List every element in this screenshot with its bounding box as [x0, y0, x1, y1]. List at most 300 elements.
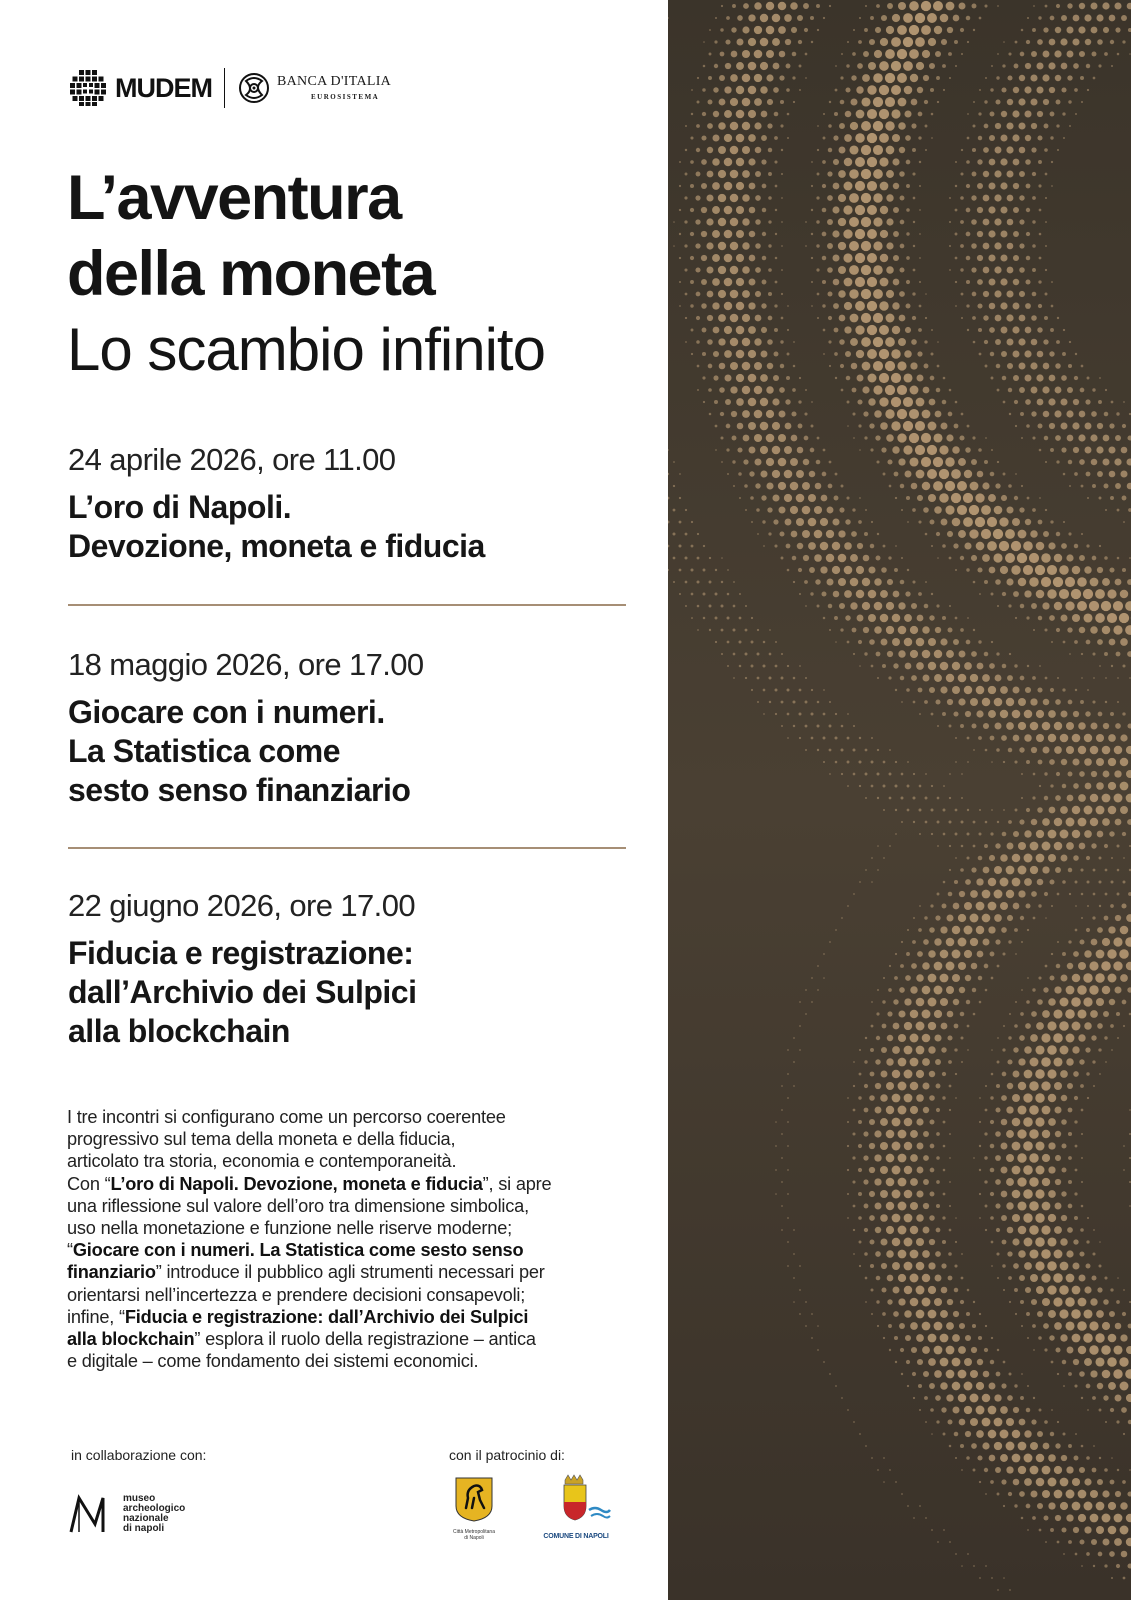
- halftone-dot: [1078, 26, 1085, 33]
- halftone-dot: [973, 341, 976, 344]
- halftone-dot: [987, 517, 997, 527]
- halftone-dot: [1098, 400, 1102, 404]
- halftone-dot: [1099, 497, 1102, 500]
- halftone-dot: [673, 461, 675, 463]
- halftone-dot: [930, 88, 934, 92]
- halftone-dot: [811, 41, 813, 43]
- halftone-dot: [1057, 941, 1059, 943]
- halftone-dot: [880, 206, 888, 214]
- halftone-dot: [961, 845, 964, 848]
- halftone-dot: [925, 1517, 927, 1519]
- halftone-dot: [730, 98, 738, 106]
- halftone-dot: [679, 473, 681, 475]
- halftone-dot: [966, 184, 970, 188]
- patronage-label: con il patrocinio di:: [449, 1447, 565, 1463]
- halftone-dot: [936, 1420, 939, 1423]
- halftone-dot: [742, 266, 750, 274]
- halftone-dot: [1095, 1357, 1104, 1366]
- halftone-dot: [1081, 1133, 1083, 1135]
- halftone-dot: [919, 1409, 921, 1411]
- halftone-dot: [910, 650, 918, 658]
- halftone-dot: [928, 1262, 935, 1269]
- halftone-dot: [919, 785, 922, 788]
- halftone-dot: [841, 749, 844, 752]
- halftone-dot: [946, 986, 954, 994]
- halftone-dot: [1013, 375, 1019, 381]
- halftone-dot: [958, 938, 967, 947]
- halftone-dot: [832, 542, 840, 550]
- halftone-dot: [886, 242, 893, 249]
- halftone-dot: [859, 1265, 861, 1267]
- halftone-dot: [870, 16, 874, 20]
- halftone-dot: [748, 86, 757, 95]
- halftone-dot: [727, 593, 730, 596]
- halftone-dot: [1049, 87, 1055, 93]
- halftone-dot: [1095, 589, 1105, 599]
- halftone-dot: [805, 749, 807, 751]
- halftone-dot: [883, 1337, 885, 1339]
- halftone-dot: [916, 638, 925, 647]
- halftone-dot: [1014, 1024, 1018, 1028]
- halftone-dot: [852, 1132, 855, 1135]
- halftone-dot: [1003, 1505, 1005, 1507]
- halftone-dot: [749, 255, 756, 262]
- halftone-dot: [888, 988, 892, 992]
- halftone-dot: [929, 399, 936, 406]
- halftone-dot: [778, 458, 787, 467]
- halftone-dot: [948, 412, 953, 417]
- halftone-dot: [835, 473, 838, 476]
- halftone-dot: [870, 1240, 875, 1245]
- halftone-dot: [949, 869, 951, 871]
- halftone-dot: [913, 197, 916, 200]
- halftone-dot: [979, 353, 982, 356]
- halftone-dot: [766, 74, 773, 81]
- halftone-dot: [850, 338, 858, 346]
- halftone-dot: [953, 711, 958, 716]
- halftone-dot: [1029, 1129, 1039, 1139]
- halftone-dot: [911, 123, 916, 128]
- halftone-dot: [928, 998, 937, 1007]
- halftone-dot: [1091, 771, 1097, 777]
- halftone-dot: [685, 149, 687, 151]
- halftone-dot: [1043, 411, 1050, 418]
- halftone-dot: [874, 1154, 881, 1161]
- halftone-dot: [870, 448, 873, 451]
- halftone-dot: [778, 506, 785, 513]
- halftone-dot: [1066, 842, 1074, 850]
- halftone-dot: [1081, 485, 1084, 488]
- halftone-dot: [1117, 869, 1120, 872]
- halftone-dot: [1110, 1408, 1114, 1412]
- halftone-dot: [892, 446, 899, 453]
- halftone-dot: [997, 5, 999, 7]
- halftone-dot: [1000, 182, 1007, 189]
- halftone-dot: [983, 219, 990, 226]
- halftone-dot: [936, 532, 940, 536]
- halftone-dot: [876, 460, 879, 463]
- halftone-dot: [817, 437, 820, 440]
- halftone-dot: [1048, 542, 1055, 549]
- halftone-dot: [1035, 1213, 1044, 1222]
- halftone-dot: [1075, 1169, 1078, 1172]
- halftone-dot: [961, 1037, 964, 1040]
- halftone-dot: [850, 578, 859, 587]
- halftone-dot: [1039, 257, 1042, 260]
- halftone-dot: [844, 590, 852, 598]
- halftone-dot: [1047, 1261, 1057, 1271]
- halftone-dot: [936, 388, 941, 393]
- halftone-dot: [1099, 665, 1101, 667]
- halftone-dot: [1049, 39, 1056, 46]
- halftone-dot: [991, 377, 994, 380]
- halftone-dot: [1035, 1189, 1044, 1198]
- halftone-dot: [760, 38, 769, 47]
- halftone-dot: [945, 481, 955, 491]
- halftone-dot: [781, 701, 784, 704]
- halftone-dot: [786, 64, 791, 69]
- halftone-dot: [1043, 987, 1048, 992]
- halftone-dot: [1015, 617, 1017, 619]
- halftone-dot: [748, 62, 757, 71]
- halftone-dot: [936, 76, 940, 80]
- halftone-dot: [978, 328, 982, 332]
- halftone-dot: [1093, 677, 1095, 679]
- halftone-dot: [988, 1406, 997, 1415]
- halftone-dot: [957, 505, 967, 515]
- halftone-dot: [894, 1336, 898, 1340]
- halftone-dot: [766, 410, 774, 418]
- halftone-dot: [1063, 137, 1065, 139]
- halftone-dot: [887, 651, 893, 657]
- halftone-dot: [867, 85, 876, 94]
- halftone-dot: [679, 281, 681, 283]
- halftone-dot: [853, 437, 855, 439]
- halftone-dot: [750, 496, 754, 500]
- halftone-dot: [679, 521, 682, 524]
- halftone-dot: [793, 1037, 795, 1039]
- description-text: progressivo sul tema della moneta e della fiducia,: [67, 1129, 456, 1150]
- halftone-dot: [1068, 1132, 1072, 1136]
- halftone-dot: [930, 520, 935, 525]
- halftone-dot: [949, 197, 951, 199]
- halftone-dot: [1021, 1517, 1024, 1520]
- halftone-dot: [853, 1421, 855, 1423]
- halftone-dot: [1111, 65, 1113, 67]
- halftone-dot: [889, 797, 892, 800]
- halftone-dot: [737, 447, 742, 452]
- halftone-dot: [874, 602, 883, 611]
- halftone-dot: [973, 845, 976, 848]
- halftone-dot: [1121, 15, 1127, 21]
- halftone-dot: [1113, 625, 1122, 634]
- halftone-dot: [942, 1240, 946, 1244]
- halftone-dot: [1001, 1119, 1008, 1126]
- halftone-dot: [893, 1023, 900, 1030]
- halftone-dot: [838, 218, 846, 226]
- halftone-dot: [934, 1370, 942, 1378]
- halftone-dot: [1079, 771, 1085, 777]
- halftone-dot: [893, 1311, 899, 1317]
- halftone-dot: [1054, 602, 1062, 610]
- halftone-dot: [1007, 1059, 1012, 1064]
- halftone-dot: [1032, 796, 1035, 799]
- halftone-dot: [897, 433, 906, 442]
- halftone-dot: [1120, 758, 1129, 767]
- halftone-dot: [1007, 1251, 1012, 1256]
- halftone-dot: [960, 1444, 964, 1448]
- halftone-dot: [1108, 806, 1117, 815]
- halftone-dot: [973, 29, 975, 31]
- halftone-dot: [772, 470, 780, 478]
- halftone-dot: [985, 1109, 988, 1112]
- halftone-dot: [1012, 686, 1019, 693]
- halftone-dot: [893, 279, 900, 286]
- halftone-dot: [1105, 509, 1107, 511]
- halftone-dot: [883, 785, 886, 788]
- halftone-dot: [1024, 590, 1031, 597]
- halftone-dot: [742, 218, 749, 225]
- halftone-dot: [906, 232, 909, 235]
- halftone-dot: [1060, 1238, 1068, 1246]
- halftone-dot: [1079, 555, 1085, 561]
- halftone-dot: [1026, 1000, 1030, 1004]
- halftone-dot: [1073, 15, 1080, 22]
- halftone-dot: [1032, 244, 1036, 248]
- halftone-dot: [1115, 1323, 1122, 1330]
- halftone-dot: [742, 194, 750, 202]
- halftone-dot: [1107, 613, 1117, 623]
- halftone-dot: [990, 1144, 995, 1149]
- halftone-dot: [749, 279, 756, 286]
- halftone-dot: [898, 1154, 907, 1163]
- halftone-dot: [857, 399, 862, 404]
- halftone-dot: [931, 713, 934, 716]
- halftone-dot: [774, 136, 778, 140]
- halftone-dot: [904, 1214, 913, 1223]
- halftone-dot: [928, 950, 936, 958]
- halftone-dot: [991, 1265, 993, 1267]
- halftone-dot: [904, 1046, 913, 1055]
- halftone-dot: [1007, 843, 1014, 850]
- halftone-dot: [1121, 903, 1126, 908]
- halftone-dot: [934, 1010, 942, 1018]
- halftone-dot: [673, 221, 675, 223]
- halftone-dot: [1053, 1273, 1063, 1283]
- halftone-dot: [847, 401, 850, 404]
- halftone-dot: [1043, 27, 1048, 32]
- halftone-dot: [706, 242, 713, 249]
- halftone-dot: [892, 134, 900, 142]
- halftone-dot: [1099, 1073, 1101, 1075]
- halftone-dot: [822, 304, 825, 307]
- halftone-dot: [702, 112, 706, 116]
- halftone-dot: [894, 784, 897, 787]
- halftone-dot: [961, 1277, 964, 1280]
- halftone-dot: [805, 725, 808, 728]
- halftone-dot: [847, 641, 850, 644]
- halftone-dot: [1072, 38, 1079, 45]
- collaboration-label: in collaborazione con:: [71, 1447, 207, 1463]
- halftone-dot: [1024, 878, 1032, 886]
- halftone-dot: [911, 1347, 917, 1353]
- halftone-dot: [1001, 351, 1007, 357]
- halftone-dot: [935, 699, 940, 704]
- halftone-dot: [1018, 1058, 1025, 1065]
- halftone-dot: [1050, 16, 1055, 21]
- halftone-dot: [1001, 927, 1007, 933]
- halftone-dot: [845, 111, 852, 118]
- halftone-dot: [785, 39, 791, 45]
- halftone-dot: [885, 121, 894, 130]
- halftone-dot: [748, 134, 756, 142]
- halftone-dot: [929, 927, 935, 933]
- halftone-dot: [909, 1, 919, 11]
- halftone-dot: [955, 305, 957, 307]
- halftone-dot: [707, 147, 713, 153]
- halftone-dot: [1026, 760, 1030, 764]
- halftone-dot: [697, 605, 700, 608]
- halftone-dot: [835, 713, 837, 715]
- halftone-dot: [1009, 1301, 1011, 1303]
- halftone-dot: [960, 172, 963, 175]
- halftone-dot: [761, 303, 766, 308]
- halftone-dot: [1055, 363, 1061, 369]
- halftone-dot: [927, 445, 937, 455]
- halftone-dot: [864, 652, 867, 655]
- halftone-dot: [1095, 613, 1105, 623]
- halftone-dot: [1068, 1156, 1072, 1160]
- halftone-dot: [1002, 832, 1007, 837]
- halftone-dot: [1000, 854, 1008, 862]
- halftone-dot: [877, 797, 879, 799]
- halftone-dot: [991, 809, 993, 811]
- halftone-dot: [1031, 747, 1037, 753]
- halftone-dot: [1102, 1514, 1111, 1523]
- halftone-dot: [718, 338, 725, 345]
- halftone-dot: [817, 1325, 819, 1327]
- halftone-dot: [793, 365, 796, 368]
- halftone-dot: [1067, 1227, 1073, 1233]
- halftone-dot: [1069, 125, 1071, 127]
- halftone-dot: [810, 16, 814, 20]
- halftone-dot: [718, 314, 726, 322]
- halftone-dot: [1018, 890, 1025, 897]
- halftone-dot: [1096, 14, 1103, 21]
- comune-napoli-logo: [536, 1474, 616, 1540]
- halftone-dot: [1098, 1552, 1103, 1557]
- halftone-dot: [1049, 807, 1056, 814]
- halftone-dot: [995, 843, 1000, 848]
- halftone-dot: [1021, 773, 1023, 775]
- halftone-dot: [787, 1121, 789, 1123]
- halftone-dot: [690, 256, 694, 260]
- halftone-dot: [892, 638, 900, 646]
- halftone-dot: [695, 243, 700, 248]
- halftone-dot: [925, 149, 927, 151]
- halftone-dot: [901, 941, 903, 943]
- halftone-dot: [984, 4, 987, 7]
- halftone-dot: [1047, 565, 1057, 575]
- halftone-dot: [833, 279, 840, 286]
- halftone-dot: [910, 1178, 918, 1186]
- halftone-dot: [967, 809, 969, 811]
- halftone-dot: [910, 386, 919, 395]
- halftone-dot: [871, 881, 873, 883]
- halftone-dot: [994, 866, 1002, 874]
- description-text: e digitale – come fondamento dei sistemi economici.: [67, 1351, 479, 1372]
- halftone-dot: [1008, 1276, 1012, 1280]
- halftone-dot: [1055, 27, 1061, 33]
- halftone-dot: [985, 749, 988, 752]
- halftone-dot: [985, 1085, 987, 1087]
- halftone-dot: [1029, 1201, 1039, 1211]
- title-line: L’avventura: [67, 163, 401, 233]
- halftone-dot: [960, 1012, 965, 1017]
- halftone-dot: [1078, 794, 1086, 802]
- halftone-dot: [1017, 1153, 1026, 1162]
- halftone-dot: [1007, 171, 1014, 178]
- halftone-dot: [1081, 1181, 1083, 1183]
- halftone-dot: [724, 182, 733, 191]
- halftone-dot: [1075, 113, 1077, 115]
- halftone-dot: [742, 410, 750, 418]
- halftone-dot: [1074, 640, 1078, 644]
- halftone-dot: [1030, 1274, 1038, 1282]
- halftone-dot: [887, 1035, 893, 1041]
- halftone-dot: [1015, 41, 1018, 44]
- halftone-dot: [1030, 866, 1038, 874]
- halftone-dot: [954, 424, 959, 429]
- halftone-dot: [757, 677, 760, 680]
- halftone-dot: [823, 329, 826, 332]
- halftone-dot: [708, 100, 713, 105]
- halftone-dot: [1018, 122, 1025, 129]
- halftone-dot: [1019, 219, 1024, 224]
- halftone-dot: [972, 1324, 976, 1328]
- halftone-dot: [1069, 893, 1071, 895]
- halftone-dot: [933, 457, 943, 467]
- halftone-dot: [820, 542, 829, 551]
- halftone-dot: [929, 1215, 935, 1221]
- halftone-dot: [847, 1097, 849, 1099]
- halftone-dot: [958, 698, 965, 705]
- halftone-dot: [862, 74, 870, 82]
- halftone-dot: [947, 1299, 953, 1305]
- halftone-dot: [912, 292, 915, 295]
- halftone-dot: [1037, 1311, 1043, 1317]
- halftone-dot: [905, 1335, 911, 1341]
- halftone-dot: [1019, 1419, 1026, 1426]
- halftone-dot: [1059, 565, 1068, 574]
- halftone-dot: [718, 194, 726, 202]
- halftone-dot: [1044, 1348, 1047, 1351]
- halftone-dot: [709, 413, 712, 416]
- halftone-dot: [1090, 1298, 1097, 1305]
- halftone-dot: [1020, 604, 1025, 609]
- halftone-dot: [799, 1265, 801, 1267]
- halftone-dot: [1073, 1239, 1078, 1244]
- halftone-dot: [967, 1025, 970, 1028]
- halftone-dot: [984, 1156, 987, 1159]
- halftone-dot: [733, 485, 735, 487]
- halftone-dot: [730, 314, 739, 323]
- halftone-dot: [922, 1010, 931, 1019]
- halftone-dot: [829, 5, 831, 7]
- halftone-dot: [769, 701, 771, 703]
- description-text: orientarsi nell’incertezza e prendere decisioni consapevoli;: [67, 1284, 526, 1305]
- halftone-dot: [1071, 1309, 1081, 1319]
